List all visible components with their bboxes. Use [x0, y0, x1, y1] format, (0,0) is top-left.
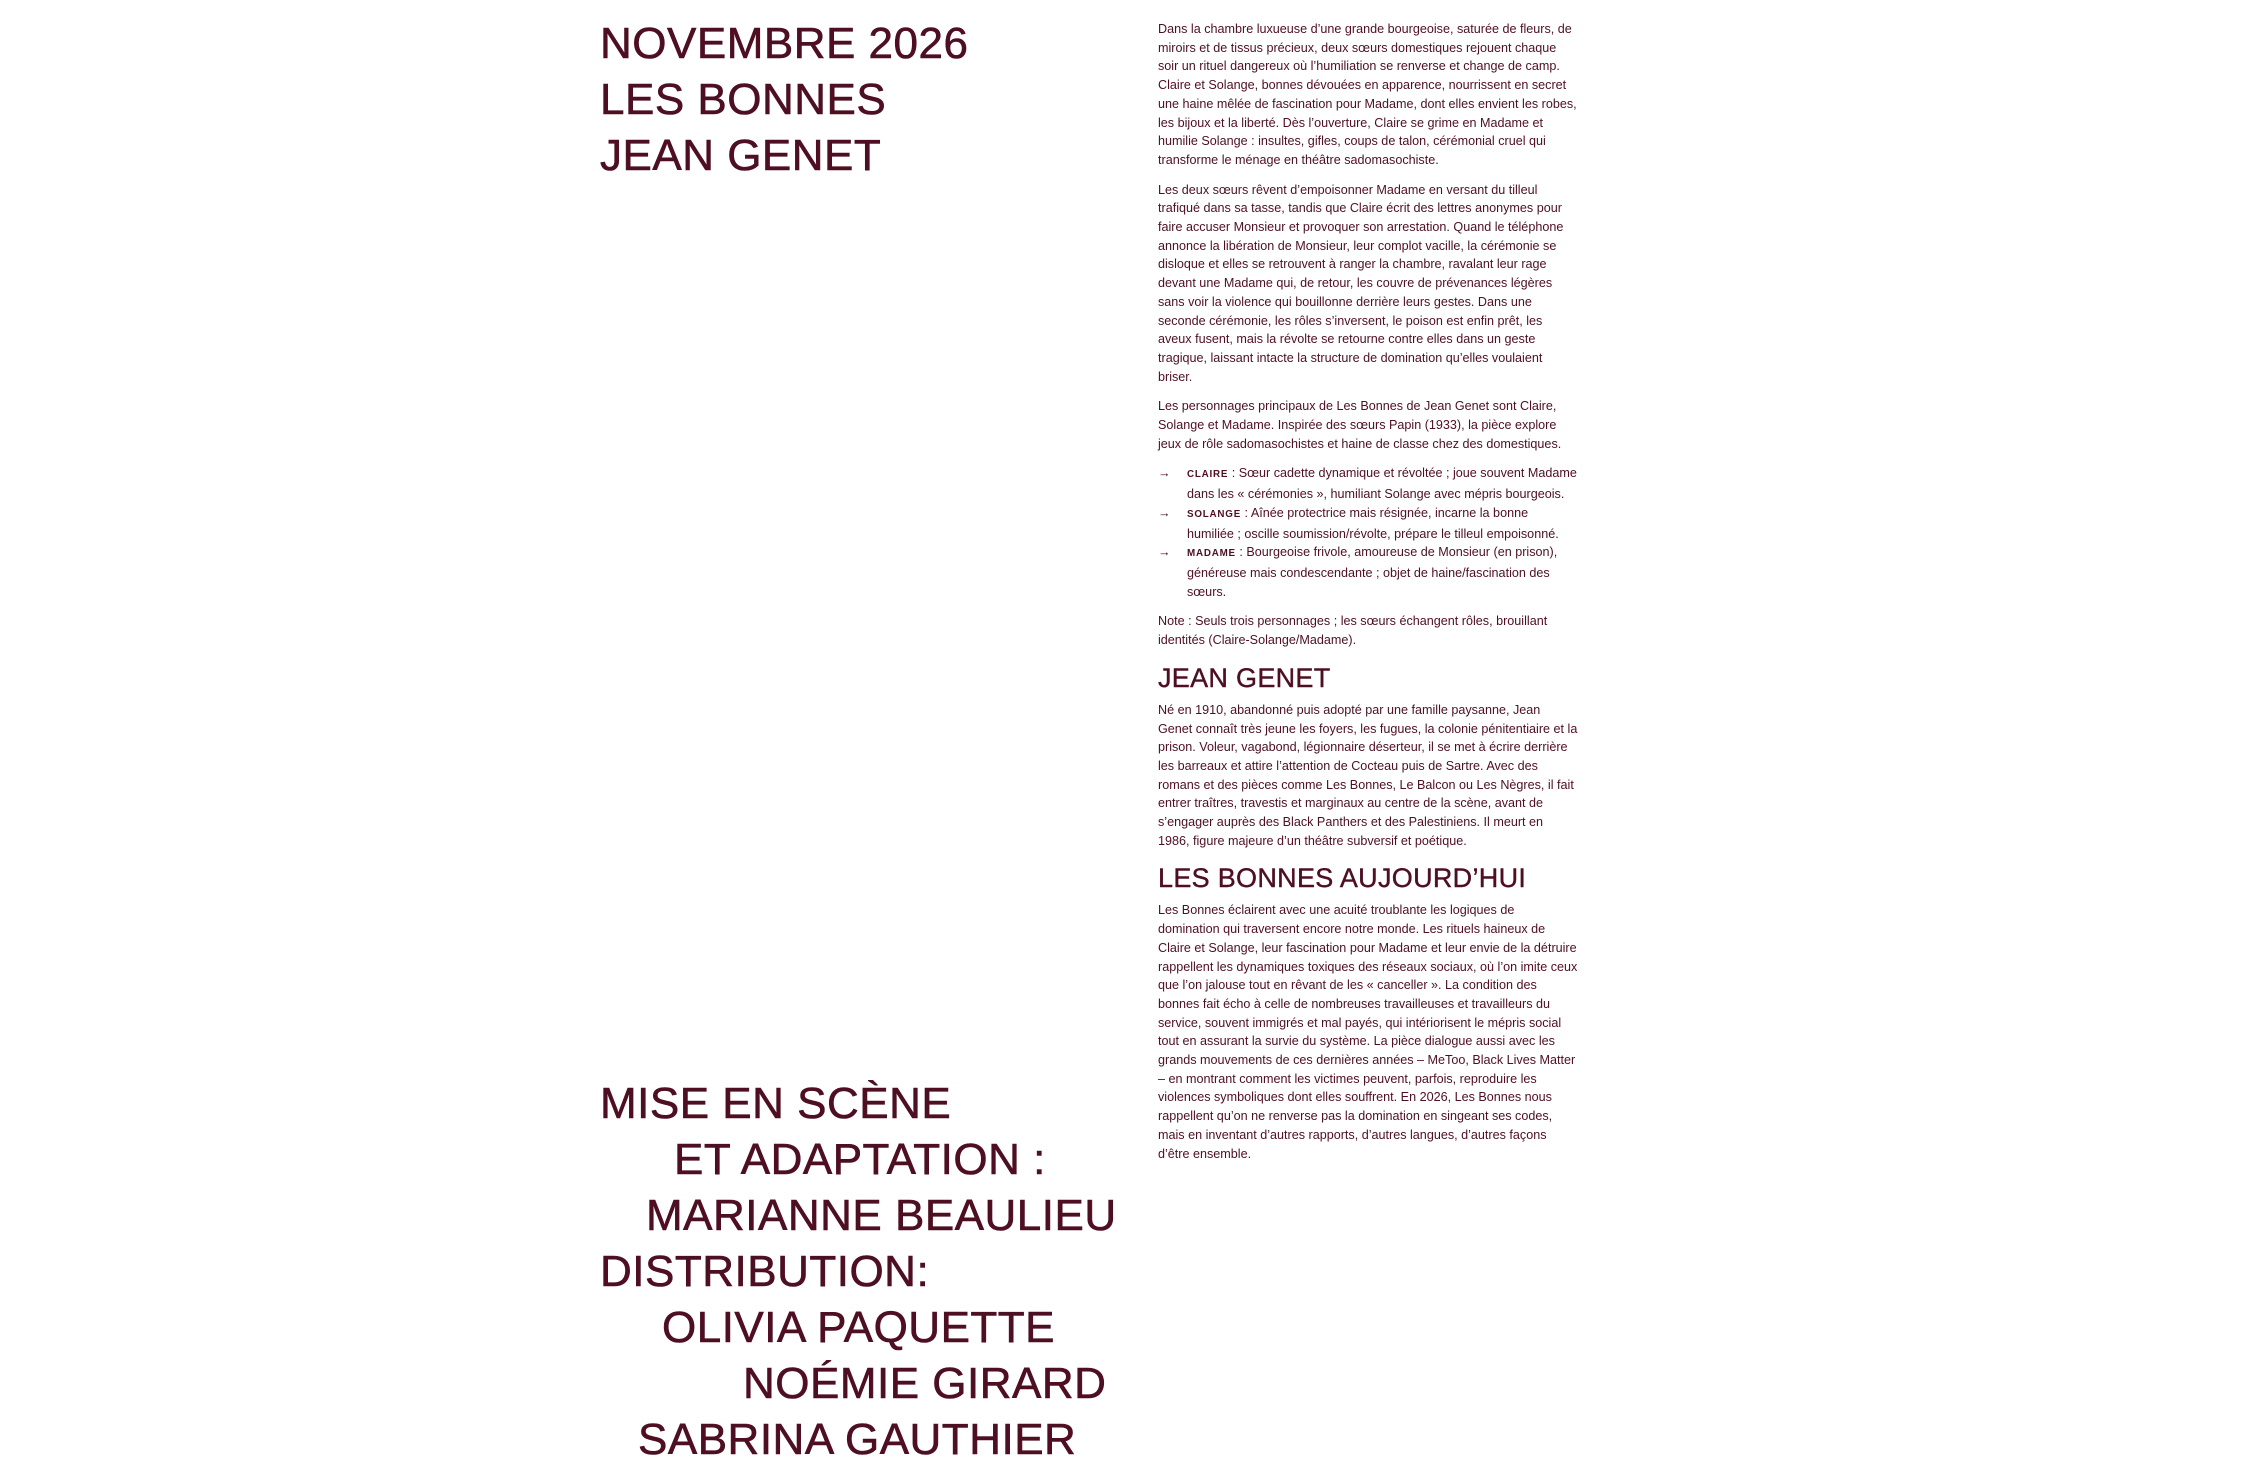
separator: :: [1241, 505, 1251, 520]
poster-header: [600, 16, 968, 184]
character-description: Bourgeoise frivole, amoureuse de Monsieur (en prison), généreuse mais condescendante ; objet de haine/fascination des sœurs.: [1187, 545, 1558, 599]
cast-member: NOÉMIE GIRARD: [743, 1359, 1107, 1408]
list-item: [1158, 504, 1578, 543]
separator: :: [1235, 545, 1247, 560]
separator: :: [1228, 466, 1239, 481]
character-description: Sœur cadette dynamique et révoltée ; joue souvent Madame dans les « cérémonies », humiliant Solange avec mépris bourgeois.: [1187, 466, 1577, 502]
arrow-right-icon: →: [1158, 466, 1171, 481]
character-description: Aînée protectrice mais résignée, incarne la bonne humiliée ; oscille soumission/révolte, prépare le tilleul empoisonné.: [1187, 505, 1559, 541]
synopsis-paragraph: Les personnages principaux de Les Bonnes de Jean Genet sont Claire, Solange et Madame. Inspirée des sœurs Papin (1933), la pièce explore jeux de rôle sadomasochistes et haine de classe chez des domestiques.: [1158, 399, 1562, 451]
adaptation-label: ET ADAPTATION :: [674, 1135, 1046, 1184]
character-name: MADAME: [1187, 548, 1236, 560]
cast-label: DISTRIBUTION:: [600, 1247, 930, 1296]
play-title: LES BONNES: [600, 75, 887, 124]
list-item: [1158, 464, 1578, 503]
today-paragraph: Les Bonnes éclairent avec une acuité troublante les logiques de domination qui traversent encore notre monde. Les rituels haineux de Claire et Solange, leur fascination pour Madame et leur envie de la détruire rappellent les dynamiques toxiques des réseaux sociaux, où l’on imite ceux que l’on jalouse tout en rêvant de les « canceller ». La condition des bonnes fait écho à celle de nombreuses travailleuses et travailleurs du service, souvent immigrés et mal payés, qui intériorisent le mépris social tout en assurant la survie du système. La pièce dialogue aussi avec les grands mouvements de ces dernières années – MeToo, Black Lives Matter – en montrant comment les victimes peuvent, parfois, reproduire les violences symboliques dont elles souffrent. En 2026, Les Bonnes nous rappellent qu’on ne renverse pas la domination en singeant ses codes, mais en inventant d’autres rapports, d’autres langues, d’autres façons d’être ensemble.: [1158, 903, 1578, 1161]
direction-label: MISE EN SCÈNE: [600, 1079, 952, 1128]
synopsis-paragraph: Les deux sœurs rêvent d’empoisonner Madame en versant du tilleul trafiqué dans sa tasse, tandis que Claire écrit des lettres anonymes pour faire accuser Monsieur et provoquer son arrestation. Quand le téléphone annonce la libération de Monsieur, leur complot vacille, la cérémonie se disloque et elles se retrouvent à ranger la chambre, ravalant leur rage devant une Madame qui, de retour, les couvre de prévenances légères sans voir la violence qui bouillonne derrière leurs gestes. Dans une seconde cérémonie, les rôles s’inversent, le poison est enfin prêt, les aveux fusent, mais la révolte se retourne contre elles dans un geste tragique, laissant intacte la structure de domination qu’elles voulaient briser.: [1158, 182, 1564, 384]
list-item: [1158, 543, 1578, 601]
cast-member: OLIVIA PAQUETTE: [662, 1303, 1056, 1352]
text-column: [1158, 20, 1578, 1174]
date-line: NOVEMBRE 2026: [600, 19, 969, 68]
author-name: JEAN GENET: [600, 131, 882, 180]
character-name: SOLANGE: [1187, 508, 1242, 520]
director-name: MARIANNE BEAULIEU: [646, 1191, 1117, 1240]
arrow-right-icon: →: [1158, 505, 1171, 520]
cast-member: SABRINA GAUTHIER: [638, 1415, 1077, 1464]
today-section-title: LES BONNES AUJOURD’HUI: [1158, 863, 1527, 894]
character-name: CLAIRE: [1187, 469, 1229, 481]
left-column: [600, 0, 1120, 1476]
author-biography: Né en 1910, abandonné puis adopté par une famille paysanne, Jean Genet connaît très jeune les foyers, les fugues, la colonie pénitentiaire et la prison. Voleur, vagabond, légionnaire déserteur, il se met à écrire derrière les barreaux et attire l’attention de Cocteau puis de Sartre. Avec des romans et des pièces comme Les Bonnes, Le Balcon ou Les Nègres, il fait entrer traîtres, travestis et marginaux au centre de la scène, avant de s’engager auprès des Black Panthers et des Palestiniens. Il meurt en 1986, figure majeure d’un théâtre subversif et poétique.: [1158, 702, 1578, 848]
arrow-right-icon: →: [1158, 545, 1171, 560]
character-list: [1158, 464, 1578, 601]
credits-block: [600, 1076, 1117, 1468]
characters-note: Note : Seuls trois personnages ; les sœurs échangent rôles, brouillant identités (Claire-Solange/Madame).: [1158, 614, 1548, 648]
synopsis-paragraph: Dans la chambre luxueuse d’une grande bourgeoise, saturée de fleurs, de miroirs et de tissus précieux, deux sœurs domestiques rejouent chaque soir un rituel dangereux où l’humiliation se renverse et change de camp. Claire et Solange, bonnes dévouées en apparence, nourrissent en secret une haine mêlée de fascination pour Madame, dont elles envient les robes, les bijoux et la liberté. Dès l’ouverture, Claire se grime en Madame et humilie Solange : insultes, gifles, coups de talon, cérémonial cruel qui transforme le ménage en théâtre sadomasochiste.: [1158, 22, 1577, 167]
author-section-title: JEAN GENET: [1158, 662, 1331, 693]
